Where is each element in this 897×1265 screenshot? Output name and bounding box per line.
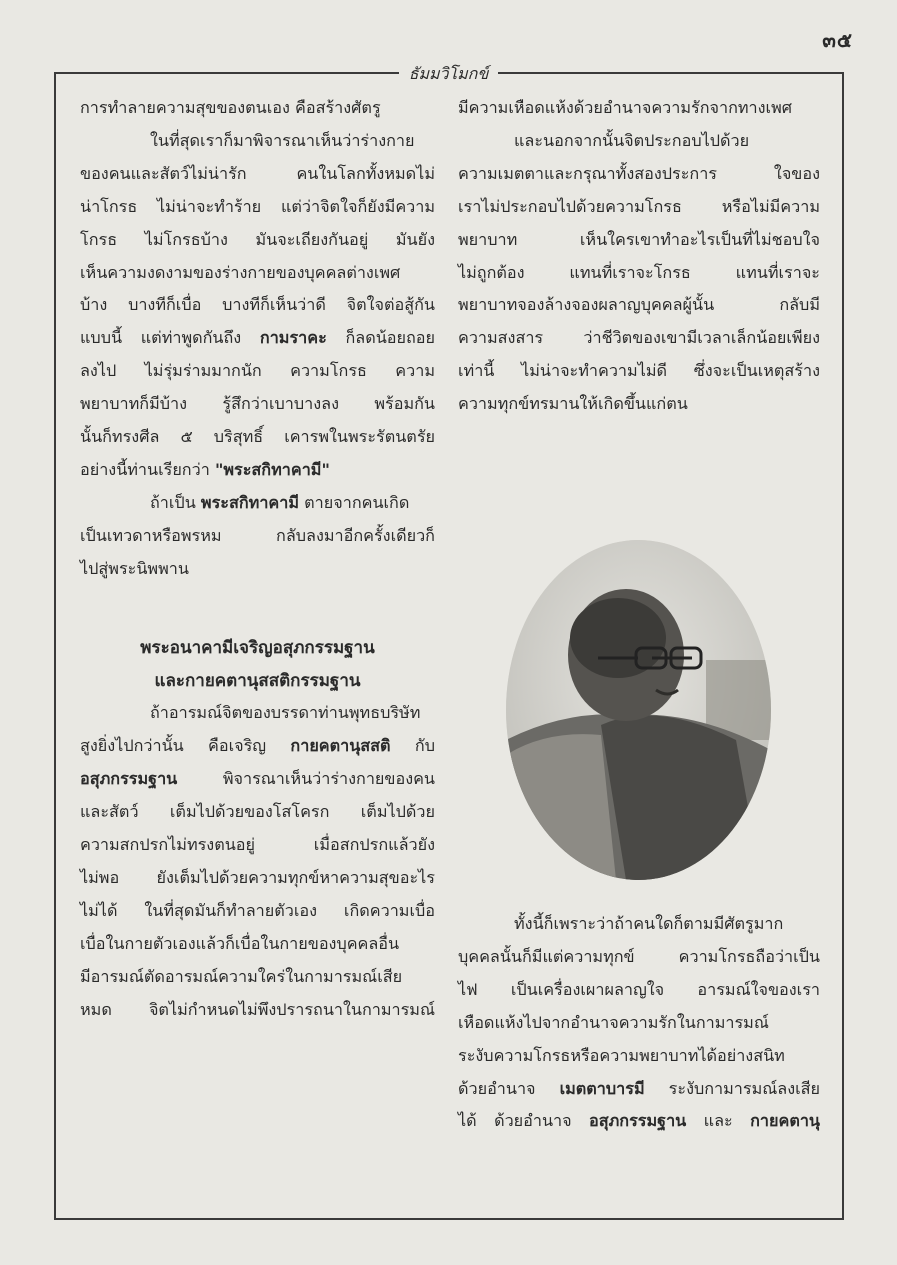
bold-term: กามราคะ: [259, 328, 327, 348]
text-line: ในที่สุดเราก็มาพิจารณาเห็นว่าร่างกาย: [150, 130, 415, 150]
text-line: และสัตว์ เต็มไปด้วยของโสโครก เต็มไปด้วย: [80, 802, 435, 822]
section-heading: และกายคตานุสสติกรรมฐาน: [154, 670, 361, 691]
right-column: [458, 92, 820, 421]
text-line: [80, 322, 435, 355]
text-line: [80, 487, 435, 520]
right-column-lower: [458, 908, 820, 1138]
text-line: มีอารมณ์ตัดอารมณ์ความใคร่ในกามารมณ์เสีย: [80, 966, 403, 986]
text-line: ความสงสาร ว่าชีวิตของเขามีเวลาเล็กน้อยเพียง: [458, 328, 820, 348]
text-line: เห็นความงดงามของร่างกายของบุคคลต่างเพศ: [80, 262, 401, 282]
text-line: บุคคลนั้นก็มีแต่ความทุกข์ ความโกรธถือว่าเป็น: [458, 946, 820, 966]
text-line: ไฟ เป็นเครื่องเผาผลาญใจ อารมณ์ใจของเรา: [458, 979, 820, 999]
page-number: ๓๕: [822, 28, 853, 52]
bold-term: กายคตานุ: [750, 1111, 820, 1131]
text-line: ทั้งนี้ก็เพราะว่าถ้าคนใดก็ตามมีศัตรูมาก: [514, 914, 784, 933]
text-line: การทำลายความสุขของตนเอง คือสร้างศัตรู: [80, 98, 381, 117]
text-run: และ: [686, 1111, 751, 1131]
text-line: บ้าง บางทีก็เบื่อ บางทีก็เห็นว่าดี จิตใจต่อสู้กัน: [80, 295, 435, 315]
left-column: [80, 92, 435, 1026]
text-line: มีความเหือดแห้งด้วยอำนาจความรักจากทางเพศ: [458, 98, 793, 117]
text-line: ไม่ได้ ในที่สุดมันก็ทำลายตัวเอง เกิดความเบื่อ: [80, 900, 435, 920]
photo-image: [506, 540, 771, 880]
text-line: ถ้าอารมณ์จิตของบรรดาท่านพุทธบริษัท: [150, 703, 421, 723]
text-line: น่าโกรธ ไม่น่าจะทำร้าย แต่ว่าจิตใจก็ยังมีความ: [80, 196, 435, 216]
text-line: ระงับความโกรธหรือความพยาบาทได้อย่างสนิท: [458, 1045, 785, 1065]
text-line: หมด จิตไม่กำหนดไม่พึงปรารถนาในกามารมณ์: [80, 999, 435, 1019]
text-line: ความเมตตาและกรุณาทั้งสองประการ ใจของ: [458, 163, 820, 183]
text-line: พยาบาทจองล้างจองผลาญบุคคลผู้นั้น กลับมี: [458, 295, 820, 315]
spacer: [80, 586, 435, 632]
text-line: พยาบาท เห็นใครเขาทำอะไรเป็นที่ไม่ชอบใจ: [458, 229, 820, 249]
text-line: [80, 730, 435, 763]
text-run: พิจารณาเห็นว่าร่างกายของคน: [177, 769, 435, 789]
text-line: [458, 1105, 820, 1138]
text-line: ความสกปรกไม่ทรงตนอยู่ เมื่อสกปรกแล้วยัง: [80, 835, 435, 855]
text-line: เป็นเทวดาหรือพรหม กลับลงมาอีกครั้งเดียวก็: [80, 525, 435, 545]
text-run: กับ: [390, 736, 435, 756]
text-line: นั้นก็ทรงศีล ๕ บริสุทธิ์ เคารพในพระรัตนตรัย: [80, 427, 435, 447]
running-title: ธัมมวิโมกข์: [399, 64, 499, 83]
text-line: ของคนและสัตว์ไม่น่ารัก คนในโลกทั้งหมดไม่: [80, 163, 435, 183]
text-line: เบื่อในกายตัวเองแล้วก็เบื่อในกายของบุคคลอื่น: [80, 933, 400, 953]
bold-term: อสุภกรรมฐาน: [80, 769, 178, 789]
text-line: และนอกจากนั้นจิตประกอบไปด้วย: [514, 130, 750, 150]
text-run: ระงับกามารมณ์ลงเสีย: [644, 1078, 820, 1098]
section-heading: พระอนาคามีเจริญอสุภกรรมฐาน: [140, 637, 375, 658]
text-run: ได้ ด้วยอำนาจ: [458, 1111, 590, 1131]
text-run: ถ้าเป็น: [150, 492, 201, 512]
text-line: [80, 454, 435, 487]
text-line: โกรธ ไม่โกรธบ้าง มันจะเถียงกันอยู่ มันยัง: [80, 229, 435, 249]
text-run: ตายจากคนเกิด: [299, 492, 410, 512]
text-run: อย่างนี้ท่านเรียกว่า: [80, 459, 215, 479]
bold-term: "พระสกิทาคามี": [214, 459, 330, 479]
text-run: ด้วยอำนาจ: [458, 1078, 560, 1098]
text-run: ก็ลดน้อยถอย: [326, 328, 435, 348]
bold-term: พระสกิทาคามี: [200, 492, 300, 512]
text-line: [80, 763, 435, 796]
bold-term: อสุภกรรมฐาน: [589, 1111, 687, 1131]
text-line: เหือดแห้งไปจากอำนาจความรักในกามารมณ์: [458, 1012, 769, 1032]
text-line: พยาบาทก็มีบ้าง รู้สึกว่าเบาบางลง พร้อมกัน: [80, 394, 435, 414]
bold-term: เมตตาบารมี: [559, 1078, 645, 1098]
running-title-bar: [0, 62, 897, 87]
bold-term: กายคตานุสสติ: [290, 736, 391, 756]
text-line: เราไม่ประกอบไปด้วยความโกรธ หรือไม่มีความ: [458, 196, 820, 216]
text-line: ไม่ถูกต้อง แทนที่เราจะโกรธ แทนที่เราจะ: [458, 262, 820, 282]
text-line: [458, 1073, 820, 1106]
text-line: ไม่พอ ยังเต็มไปด้วยความทุกข์หาความสุขอะไร: [80, 867, 435, 887]
text-line: ความทุกข์ทรมานให้เกิดขึ้นแก่ตน: [458, 394, 688, 414]
text-run: สูงยิ่งไปกว่านั้น คือเจริญ: [80, 736, 291, 756]
monk-portrait-photo: [506, 540, 771, 880]
text-line: เท่านี้ ไม่น่าจะทำความไม่ดี ซึ่งจะเป็นเหตุสร้าง: [458, 361, 820, 381]
text-line: ลงไป ไม่รุ่มร่ามมากนัก ความโกรธ ความ: [80, 361, 435, 381]
text-line: ไปสู่พระนิพพาน: [80, 558, 189, 578]
text-run: แบบนี้ แต่ท่าพูดกันถึง: [80, 328, 260, 348]
